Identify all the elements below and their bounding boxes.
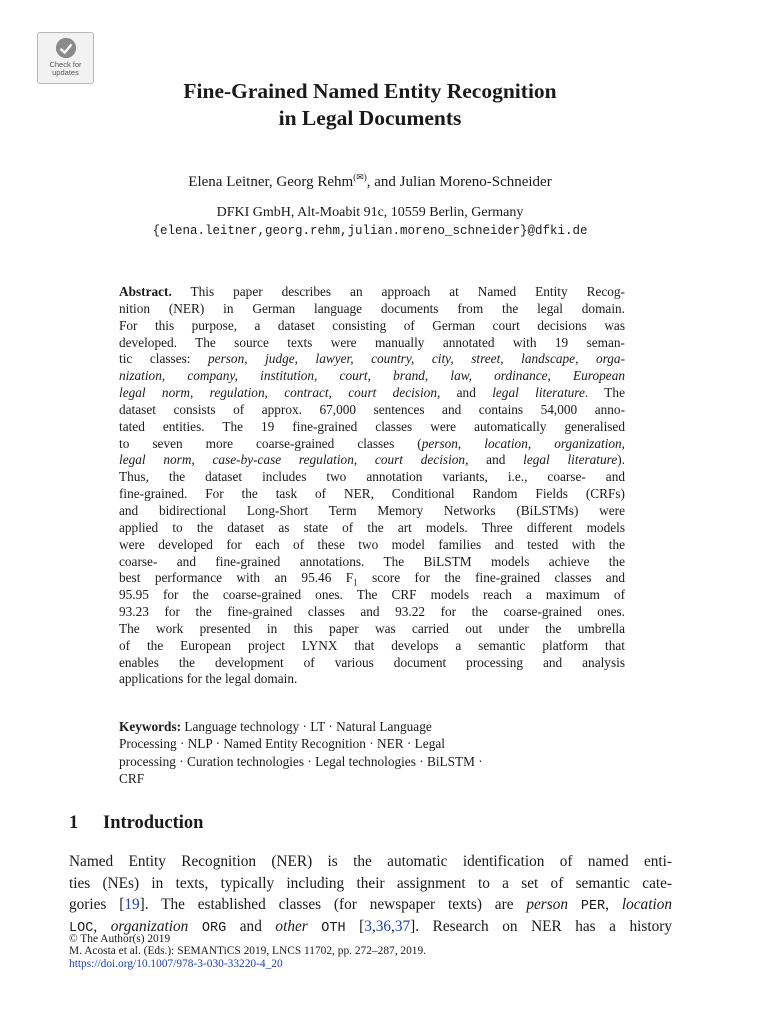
affiliation: DFKI GmbH, Alt-Moabit 91c, 10559 Berlin, Germany	[216, 205, 524, 220]
check-for-updates-badge[interactable]	[37, 32, 94, 84]
paper-title	[60, 78, 680, 132]
citation-link[interactable]: 36	[375, 917, 392, 935]
title-line-1: Fine-Grained Named Entity Recognition	[183, 79, 557, 103]
title-line-2: in Legal Documents	[278, 106, 462, 130]
doi-link[interactable]: https://doi.org/10.1007/978-3-030-33220-4_20	[69, 957, 283, 970]
envelope-icon: (✉)	[353, 172, 367, 182]
copyright-notice: © The Author(s) 2019	[69, 933, 171, 945]
section-title: Introduction	[103, 813, 204, 833]
author-emails[interactable]: {elena.leitner,georg.rehm,julian.moreno_schneider}@dfki.de	[152, 224, 588, 238]
citation-link[interactable]: 19	[124, 896, 140, 914]
introduction-text: Named Entity Recognition (NER) is the automatic identification of named enti- ties (NEs) in texts, typically including their assignment to a set of semantic cate- gories [19]. The established classes (for newspaper texts) are person PER, location LOC, organization ORG and other OTH [3,36,37]. Research on NER has a history	[69, 853, 673, 936]
section-heading	[69, 813, 203, 834]
section-number: 1	[69, 813, 79, 833]
citation-link[interactable]: 37	[394, 917, 411, 935]
keywords-label: Keywords:	[119, 719, 182, 734]
check-for-updates-icon	[55, 37, 77, 59]
author-list: Elena Leitner, Georg Rehm(✉), and Julian Moreno-Schneider	[188, 172, 552, 190]
keywords: Keywords: Language technology · LT · Natural Language Processing · NLP · Named Entity Recognition · NER · Legal processing · Curation technologies · Legal technologies · BiLSTM · CRF	[119, 719, 483, 786]
publication-citation: M. Acosta et al. (Eds.): SEMANTiCS 2019, LNCS 11702, pp. 272–287, 2019.	[69, 945, 427, 958]
footer	[69, 933, 426, 970]
abstract-label: Abstract.	[119, 284, 172, 299]
citation-link[interactable]: 3	[364, 917, 372, 935]
abstract: Abstract. This paper describes an approach at Named Entity Recog- nition (NER) in German language documents from the legal domain. For this purpose, a dataset consisting of German court decisions was developed. The source texts were manually annotated with 19 seman- tic classes: person, judge, lawyer, country, city, street, landscape, orga- nization, company, institution, court, brand, law, ordinance, European legal norm, regulation, contract, court decision, and legal literature. The dataset consists of approx. 67,000 sentences and contains 54,000 anno- tated entities. The 19 fine-grained classes were automatically generalised to seven more coarse-grained classes (person, location, organization, legal norm, case-by-case regulation, court decision, and legal literature). Thus, the dataset includes two annotation variants, i.e., coarse- and fine-grained. For the task of NER, Conditional Random Fields (CRFs) and bidirectional Long-Short Term Memory Networks (BiLSTMs) were applied to the dataset as state of the art models. Three different models were developed for each of these two model families and tested with the coarse- and fine-grained annotations. The BiLSTM models achieve the best performance with an 95.46 $F_1$ score for the fine-grained classes and 95.95 for the coarse-grained ones. The CRF models reach a maximum of 93.23 for the fine-grained classes and 93.22 for the coarse-grained ones. The work presented in this paper was carried out under the umbrella of the European project LYNX that develops a semantic platform that enables the development of various document processing and analysis applications for the legal domain.	[119, 284, 626, 687]
badge-label: Check for updates	[49, 60, 82, 77]
